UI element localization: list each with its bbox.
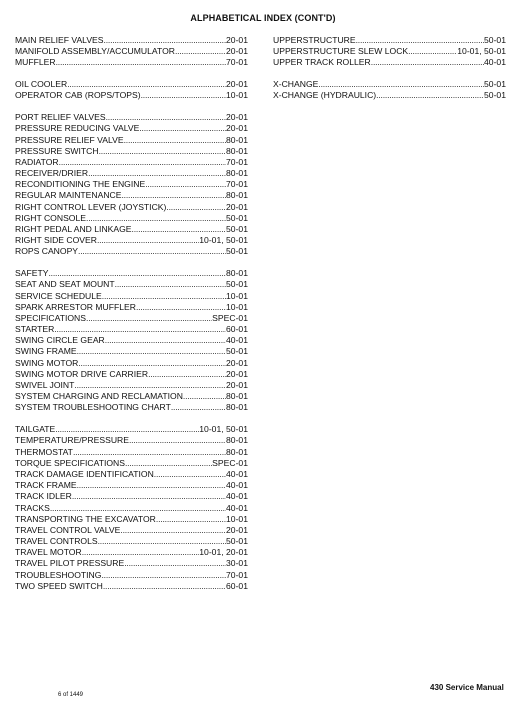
index-entry xyxy=(15,112,248,123)
index-entry xyxy=(15,146,248,157)
dot-leader xyxy=(104,35,227,46)
dot-leader xyxy=(408,46,457,57)
group-spacer xyxy=(15,258,248,269)
dot-leader xyxy=(103,581,226,592)
dot-leader xyxy=(56,57,226,68)
index-entry xyxy=(15,380,248,391)
entry-page: 80-01 xyxy=(226,446,248,457)
entry-name: UPPER TRACK ROLLER xyxy=(273,57,371,68)
dot-leader xyxy=(371,57,484,68)
entry-page: 60-01 xyxy=(226,324,248,335)
index-entry xyxy=(15,447,248,458)
manual-name: 430 Service Manual xyxy=(430,683,504,692)
index-entry xyxy=(15,369,248,380)
entry-name: TRANSPORTING THE EXCAVATOR xyxy=(15,513,156,524)
entry-name: MANIFOLD ASSEMBLY/ACCUMULATOR xyxy=(15,46,175,57)
index-entry xyxy=(15,480,248,491)
entry-page: 50-01 xyxy=(226,536,248,547)
index-entry xyxy=(15,547,248,558)
group-spacer xyxy=(273,69,506,80)
dot-leader xyxy=(102,291,226,302)
index-entry xyxy=(273,35,506,46)
dot-leader xyxy=(78,358,226,369)
entry-name: PORT RELIEF VALVES xyxy=(15,112,106,123)
entry-name: RADIATOR xyxy=(15,156,59,167)
index-group xyxy=(15,268,248,413)
entry-page: 50-01 xyxy=(226,279,248,290)
dot-leader xyxy=(166,202,226,213)
entry-page: 50-01 xyxy=(226,212,248,223)
index-entry xyxy=(273,46,506,57)
index-group xyxy=(273,79,506,101)
entry-page: 20-01 xyxy=(226,79,248,90)
entry-name: RIGHT PEDAL AND LINKAGE xyxy=(15,224,132,234)
entry-name: RECEIVER/DRIER xyxy=(15,168,89,179)
index-entry xyxy=(15,391,248,402)
entry-page: 70-01 xyxy=(226,57,248,68)
entry-page: 20-01 xyxy=(226,357,248,368)
entry-name: PRESSURE SWITCH xyxy=(15,145,99,156)
dot-leader xyxy=(106,112,226,123)
index-entry xyxy=(15,346,248,357)
entry-page: 80-01 xyxy=(226,435,248,446)
entry-name: SWING CIRCLE GEAR xyxy=(15,335,105,346)
dot-leader xyxy=(86,313,212,324)
entry-page: 50-01 xyxy=(484,35,506,45)
entry-page: 50-01 xyxy=(226,346,248,357)
dot-leader xyxy=(59,157,226,168)
entry-page: 80-01 xyxy=(226,391,248,402)
index-entry xyxy=(15,570,248,581)
group-spacer xyxy=(15,69,248,80)
dot-leader xyxy=(101,570,226,581)
entry-page: 20-01 xyxy=(226,46,248,57)
index-column-left xyxy=(15,35,248,592)
entry-name: SPECIFICATIONS xyxy=(15,312,86,323)
entry-page: 50-01 xyxy=(226,224,248,234)
index-entry xyxy=(15,491,248,502)
entry-name: PRESSURE RELIEF VALVE xyxy=(15,134,124,145)
entry-name: OPERATOR CAB (ROPS/TOPS) xyxy=(15,90,141,101)
index-entry xyxy=(15,213,248,224)
entry-page: 30-01 xyxy=(226,558,248,569)
dot-leader xyxy=(115,279,226,290)
dot-leader xyxy=(356,35,484,46)
index-group xyxy=(15,35,248,69)
entry-page: 40-01 xyxy=(484,57,506,68)
entry-name: TRAVEL PILOT PRESSURE xyxy=(15,558,125,569)
entry-name: RECONDITIONING THE ENGINE xyxy=(15,179,146,190)
entry-name: SWIVEL JOINT xyxy=(15,380,75,391)
entry-name: REGULAR MAINTENANCE xyxy=(15,190,122,201)
entry-page: 80-01 xyxy=(226,134,248,145)
dot-leader xyxy=(124,135,226,146)
index-entry xyxy=(15,179,248,190)
entry-page: 40-01 xyxy=(226,491,248,502)
dot-leader xyxy=(145,179,226,190)
dot-leader xyxy=(175,46,226,57)
entry-page: 10-01, 50-01 xyxy=(199,235,248,246)
index-entry xyxy=(15,469,248,480)
dot-leader xyxy=(99,146,226,157)
index-entry xyxy=(15,35,248,46)
entry-page: 20-01 xyxy=(226,112,248,123)
dot-leader xyxy=(124,558,226,569)
index-entry xyxy=(15,558,248,569)
index-entry xyxy=(15,235,248,246)
dot-leader xyxy=(125,458,212,469)
entry-page: 10-01 xyxy=(226,301,248,312)
dot-leader xyxy=(98,536,226,547)
dot-leader xyxy=(74,380,226,391)
entry-page: 10-01, 50-01 xyxy=(457,46,506,57)
dot-leader xyxy=(318,79,484,90)
dot-leader xyxy=(171,402,226,413)
entry-name: TEMPERATURE/PRESSURE xyxy=(15,435,129,446)
index-entry xyxy=(15,335,248,346)
entry-page: 60-01 xyxy=(226,580,248,591)
entry-page: 70-01 xyxy=(226,179,248,190)
page-title: ALPHABETICAL INDEX (CONT'D) xyxy=(190,13,336,23)
entry-name: TRACK DAMAGE IDENTIFICATION xyxy=(15,468,154,479)
index-entry xyxy=(273,79,506,90)
entry-name: RIGHT SIDE COVER xyxy=(15,235,97,246)
index-entry xyxy=(15,279,248,290)
entry-name: TRACKS xyxy=(15,502,50,513)
entry-page: 70-01 xyxy=(226,569,248,580)
entry-name: UPPERSTRUCTURE xyxy=(273,35,356,45)
index-entry xyxy=(15,190,248,201)
index-entry xyxy=(15,268,248,279)
index-entry xyxy=(273,90,506,101)
index-entry xyxy=(15,224,248,235)
entry-page: SPEC-01 xyxy=(212,457,248,468)
page-counter: 6 of 1449 xyxy=(58,692,84,698)
index-group xyxy=(15,424,248,592)
entry-name: TRAVEL CONTROLS xyxy=(15,536,98,547)
entry-page: 10-01 xyxy=(226,513,248,524)
entry-name: SAFETY xyxy=(15,268,49,279)
entry-name: SYSTEM CHARGING AND RECLAMATION xyxy=(15,391,183,402)
entry-page: 70-01 xyxy=(226,156,248,167)
entry-name: TORQUE SPECIFICATIONS xyxy=(15,457,125,468)
dot-leader xyxy=(86,213,226,224)
entry-page: 20-01 xyxy=(226,524,248,535)
entry-page: 40-01 xyxy=(226,468,248,479)
entry-page: SPEC-01 xyxy=(212,312,248,323)
index-entry xyxy=(15,57,248,68)
entry-page: 10-01, 20-01 xyxy=(199,547,248,558)
dot-leader xyxy=(156,514,226,525)
index-column-right xyxy=(273,35,506,102)
dot-leader xyxy=(129,435,226,446)
entry-page: 10-01 xyxy=(226,90,248,101)
index-entry xyxy=(15,90,248,101)
index-entry xyxy=(15,302,248,313)
entry-name: TRAVEL MOTOR xyxy=(15,547,82,558)
entry-name: THERMOSTAT xyxy=(15,446,73,457)
dot-leader xyxy=(67,79,226,90)
index-entry xyxy=(15,313,248,324)
index-entry xyxy=(15,358,248,369)
entry-name: TWO SPEED SWITCH xyxy=(15,580,103,591)
index-entry xyxy=(15,424,248,435)
entry-name: PRESSURE REDUCING VALVE xyxy=(15,123,140,134)
index-entry xyxy=(15,246,248,257)
entry-name: TROUBLESHOOTING xyxy=(15,569,102,580)
dot-leader xyxy=(141,90,226,101)
entry-page: 80-01 xyxy=(226,168,248,179)
entry-name: TRACK FRAME xyxy=(15,480,77,491)
dot-leader xyxy=(120,525,226,536)
entry-name: TAILGATE xyxy=(15,424,56,435)
entry-name: TRACK IDLER xyxy=(15,491,72,502)
entry-page: 10-01 xyxy=(226,290,248,301)
entry-name: X-CHANGE xyxy=(273,79,319,90)
index-entry xyxy=(15,79,248,90)
dot-leader xyxy=(50,503,226,514)
entry-page: 20-01 xyxy=(226,368,248,379)
dot-leader xyxy=(82,547,200,558)
entry-name: SWING MOTOR xyxy=(15,357,79,368)
dot-leader xyxy=(48,268,226,279)
dot-leader xyxy=(121,190,226,201)
index-entry xyxy=(15,168,248,179)
dot-leader xyxy=(77,480,226,491)
entry-page: 50-01 xyxy=(484,90,506,101)
entry-page: 40-01 xyxy=(226,502,248,513)
index-entry xyxy=(15,202,248,213)
index-entry xyxy=(15,157,248,168)
entry-name: SEAT AND SEAT MOUNT xyxy=(15,279,115,290)
entry-name: MAIN RELIEF VALVES xyxy=(15,35,104,45)
index-entry xyxy=(15,435,248,446)
entry-name: SPARK ARRESTOR MUFFLER xyxy=(15,301,136,312)
entry-page: 20-01 xyxy=(226,380,248,391)
dot-leader xyxy=(136,302,226,313)
index-entry xyxy=(15,135,248,146)
entry-name: SERVICE SCHEDULE xyxy=(15,290,102,301)
index-entry xyxy=(15,581,248,592)
dot-leader xyxy=(376,90,484,101)
index-entry xyxy=(15,324,248,335)
index-entry xyxy=(15,536,248,547)
index-entry xyxy=(15,514,248,525)
entry-page: 10-01, 50-01 xyxy=(199,424,248,435)
entry-name: SWING FRAME xyxy=(15,346,77,357)
entry-name: X-CHANGE (HYDRAULIC) xyxy=(273,90,377,101)
index-entry xyxy=(15,46,248,57)
dot-leader xyxy=(77,346,226,357)
index-entry xyxy=(15,458,248,469)
entry-name: OIL COOLER xyxy=(15,79,68,90)
entry-name: SYSTEM TROUBLESHOOTING CHART xyxy=(15,402,171,413)
dot-leader xyxy=(97,235,199,246)
dot-leader xyxy=(154,469,226,480)
entry-name: SWING MOTOR DRIVE CARRIER xyxy=(15,368,149,379)
index-group xyxy=(273,35,506,69)
dot-leader xyxy=(78,246,226,257)
entry-page: 40-01 xyxy=(226,480,248,491)
group-spacer xyxy=(15,414,248,425)
entry-name: RIGHT CONSOLE xyxy=(15,212,86,223)
index-group xyxy=(15,112,248,257)
dot-leader xyxy=(54,324,226,335)
group-spacer xyxy=(15,102,248,113)
dot-leader xyxy=(55,424,199,435)
entry-name: ROPS CANOPY xyxy=(15,246,79,257)
entry-page: 20-01 xyxy=(226,201,248,212)
entry-page: 80-01 xyxy=(226,402,248,413)
index-entry xyxy=(15,525,248,536)
dot-leader xyxy=(73,447,226,458)
entry-page: 80-01 xyxy=(226,268,248,279)
entry-page: 20-01 xyxy=(226,123,248,134)
entry-name: MUFFLER xyxy=(15,57,56,68)
entry-page: 20-01 xyxy=(226,35,248,45)
index-entry xyxy=(15,402,248,413)
entry-name: TRAVEL CONTROL VALVE xyxy=(15,524,121,535)
index-entry xyxy=(15,503,248,514)
dot-leader xyxy=(72,491,226,502)
entry-page: 50-01 xyxy=(484,79,506,90)
entry-page: 40-01 xyxy=(226,335,248,346)
dot-leader xyxy=(88,168,226,179)
dot-leader xyxy=(148,369,226,380)
dot-leader xyxy=(105,335,226,346)
index-entry xyxy=(273,57,506,68)
entry-page: 80-01 xyxy=(226,190,248,201)
entry-page: 50-01 xyxy=(226,246,248,257)
index-group xyxy=(15,79,248,101)
index-entry xyxy=(15,291,248,302)
dot-leader xyxy=(132,224,226,235)
index-entry xyxy=(15,123,248,134)
entry-name: UPPERSTRUCTURE SLEW LOCK xyxy=(273,46,409,57)
dot-leader xyxy=(139,123,226,134)
entry-name: STARTER xyxy=(15,324,55,335)
entry-page: 80-01 xyxy=(226,145,248,156)
entry-name: RIGHT CONTROL LEVER (JOYSTICK) xyxy=(15,201,167,212)
dot-leader xyxy=(183,391,226,402)
